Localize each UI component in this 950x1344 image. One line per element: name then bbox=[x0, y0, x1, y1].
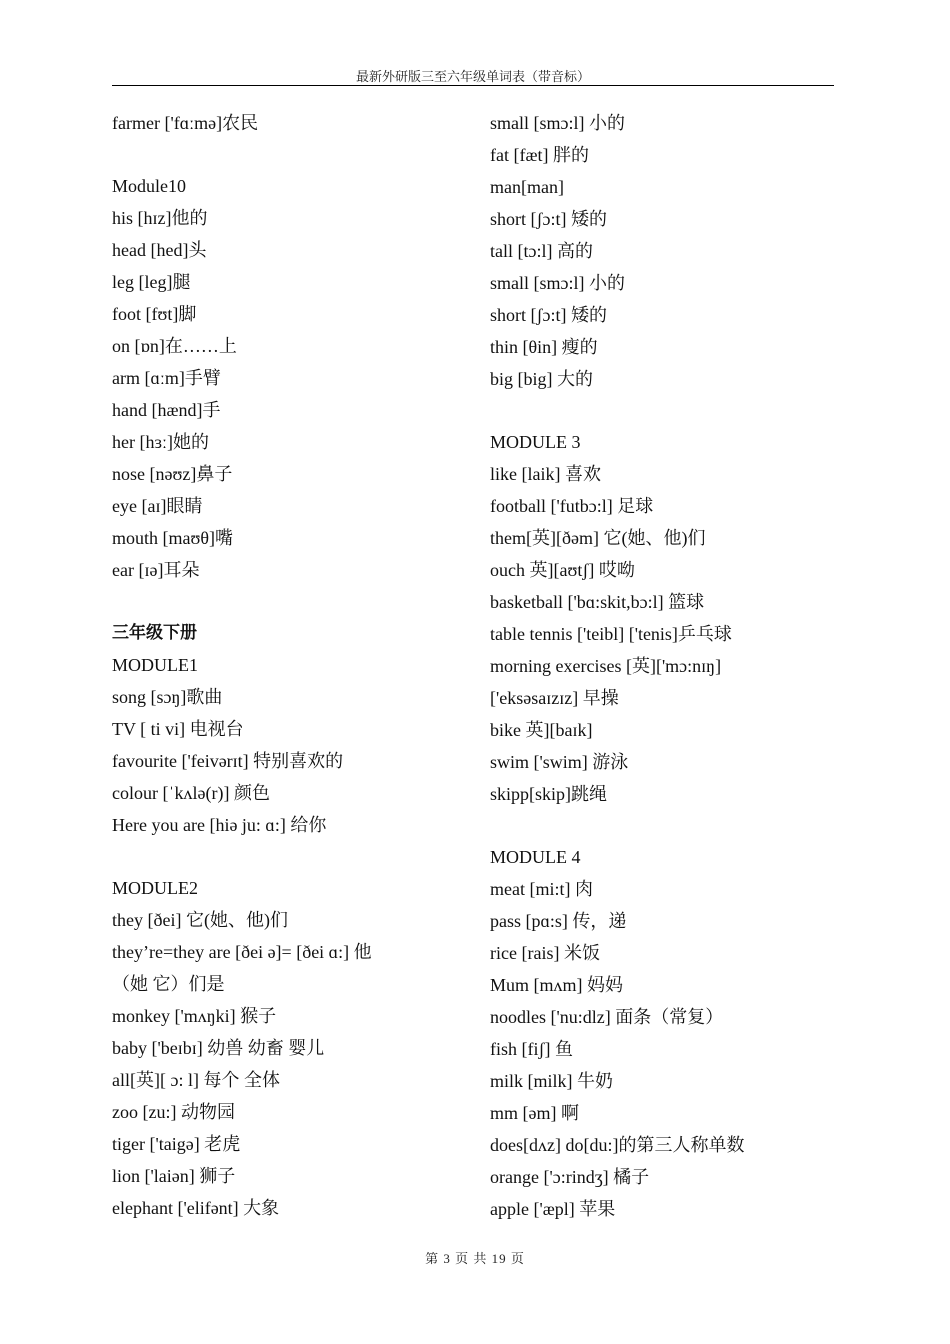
vocab-entry: table tennis ['teibl] ['tenis]乒乓球 bbox=[490, 624, 732, 644]
vocab-entry: leg [leg]腿 bbox=[112, 272, 191, 292]
vocab-entry: swim ['swim] 游泳 bbox=[490, 752, 629, 772]
vocab-entry: noodles ['nu:dlz] 面条（常复） bbox=[490, 1007, 724, 1027]
vocab-entry: bike 英][baɪk] bbox=[490, 720, 593, 740]
vocab-entry: her [hɜː]她的 bbox=[112, 432, 210, 452]
vocab-entry: lion ['laiən] 狮子 bbox=[112, 1166, 236, 1186]
blank-line bbox=[490, 395, 860, 426]
vocab-entry: tall [tɔ:l] 高的 bbox=[490, 241, 593, 261]
vocab-entry: small [smɔ:l] 小的 bbox=[490, 113, 625, 133]
vocab-entry: meat [mi:t] 肉 bbox=[490, 879, 593, 899]
vocab-entry: song [sɔŋ]歌曲 bbox=[112, 687, 223, 707]
vocab-entry: fish [fiʃ] 鱼 bbox=[490, 1039, 573, 1059]
vocab-entry: nose [nəʊz]鼻子 bbox=[112, 464, 233, 484]
page-header: 最新外研版三至六年级单词表（带音标） bbox=[355, 69, 590, 84]
header-rule bbox=[112, 85, 834, 86]
vocab-entry: ouch 英][aʊtʃ] 哎呦 bbox=[490, 560, 635, 580]
vocab-entry: mouth [maʊθ]嘴 bbox=[112, 528, 233, 548]
section-heading: MODULE2 bbox=[112, 878, 198, 898]
vocab-entry: they’re=they are [ðei ə]= [ðei ɑ:] 他 bbox=[112, 942, 372, 962]
vocab-entry: football ['futbɔ:l] 足球 bbox=[490, 496, 654, 516]
vocab-entry: big [big] 大的 bbox=[490, 369, 593, 389]
vocab-entry: tiger ['taigə] 老虎 bbox=[112, 1134, 241, 1154]
vocab-entry: his [hɪz]他的 bbox=[112, 208, 208, 228]
section-heading: MODULE 3 bbox=[490, 432, 581, 452]
vocab-entry: pass [pɑ:s] 传，递 bbox=[490, 911, 627, 931]
blank-line bbox=[112, 586, 482, 617]
section-heading: MODULE1 bbox=[112, 655, 198, 675]
vocab-entry: short [ʃɔ:t] 矮的 bbox=[490, 305, 607, 325]
vocab-entry: arm [ɑːm]手臂 bbox=[112, 368, 221, 388]
blank-line bbox=[490, 810, 860, 841]
section-heading: MODULE 4 bbox=[490, 847, 581, 867]
vocab-entry: elephant ['elifənt] 大象 bbox=[112, 1198, 280, 1218]
vocab-entry: on [ɒn]在……上 bbox=[112, 336, 237, 356]
vocab-entry: colour [ˈkʌlə(r)] 颜色 bbox=[112, 783, 270, 803]
vocab-entry: all[英][ ɔ: l] 每个 全体 bbox=[112, 1070, 280, 1090]
vocab-entry: baby ['beɪbɪ] 幼兽 幼畜 婴儿 bbox=[112, 1038, 325, 1058]
vocab-entry: short [ʃɔ:t] 矮的 bbox=[490, 209, 607, 229]
vocab-entry: hand [hænd]手 bbox=[112, 400, 221, 420]
vocab-entry: mm [əm] 啊 bbox=[490, 1103, 579, 1123]
vocab-entry: thin [θin] 瘦的 bbox=[490, 337, 598, 357]
vocab-entry: farmer ['fɑːmə]农民 bbox=[112, 113, 259, 133]
blank-line bbox=[112, 139, 482, 170]
right-column bbox=[490, 107, 860, 1225]
vocab-entry: Here you are [hiə ju: ɑ:] 给你 bbox=[112, 815, 327, 835]
vocab-entry: ear [ɪə]耳朵 bbox=[112, 560, 200, 580]
vocab-entry: （她 它）们是 bbox=[112, 974, 225, 994]
vocab-entry: TV [ ti vi] 电视台 bbox=[112, 719, 244, 739]
vocab-entry: they [ðei] 它(她、他)们 bbox=[112, 910, 288, 930]
vocab-entry: basketball ['bɑ:skit,bɔ:l] 篮球 bbox=[490, 592, 705, 612]
vocab-entry: eye [aɪ]眼睛 bbox=[112, 496, 203, 516]
vocab-entry: milk [milk] 牛奶 bbox=[490, 1071, 613, 1091]
section-heading: 三年级下册 bbox=[112, 623, 197, 643]
vocab-entry: does[dʌz] do[du:]的第三人称单数 bbox=[490, 1135, 745, 1155]
vocab-entry: head [hed]头 bbox=[112, 240, 207, 260]
vocab-entry: rice [rais] 米饭 bbox=[490, 943, 600, 963]
vocab-entry: zoo [zu:] 动物园 bbox=[112, 1102, 235, 1122]
section-heading: Module10 bbox=[112, 176, 186, 196]
vocab-entry: man[man] bbox=[490, 177, 564, 197]
left-column bbox=[112, 107, 482, 1224]
vocab-entry: ['eksəsaɪzɪz] 早操 bbox=[490, 688, 619, 708]
vocab-entry: foot [fʊt]脚 bbox=[112, 304, 197, 324]
vocab-entry: apple ['æpl] 苹果 bbox=[490, 1199, 616, 1219]
vocab-entry: favourite ['feivərɪt] 特别喜欢的 bbox=[112, 751, 344, 771]
vocab-entry: Mum [mʌm] 妈妈 bbox=[490, 975, 623, 995]
vocab-entry: small [smɔ:l] 小的 bbox=[490, 273, 625, 293]
vocab-entry: skipp[skip]跳绳 bbox=[490, 784, 607, 804]
vocab-entry: monkey ['mʌŋki] 猴子 bbox=[112, 1006, 277, 1026]
vocab-entry: orange ['ɔ:rindʒ] 橘子 bbox=[490, 1167, 650, 1187]
vocab-entry: like [laik] 喜欢 bbox=[490, 464, 601, 484]
blank-line bbox=[112, 841, 482, 872]
vocab-entry: morning exercises [英]['mɔ:nɪŋ] bbox=[490, 656, 722, 676]
vocab-entry: fat [fæt] 胖的 bbox=[490, 145, 589, 165]
page-footer: 第 3 页 共 19 页 bbox=[425, 1251, 525, 1266]
vocab-entry: them[英][ðəm] 它(她、他)们 bbox=[490, 528, 706, 548]
